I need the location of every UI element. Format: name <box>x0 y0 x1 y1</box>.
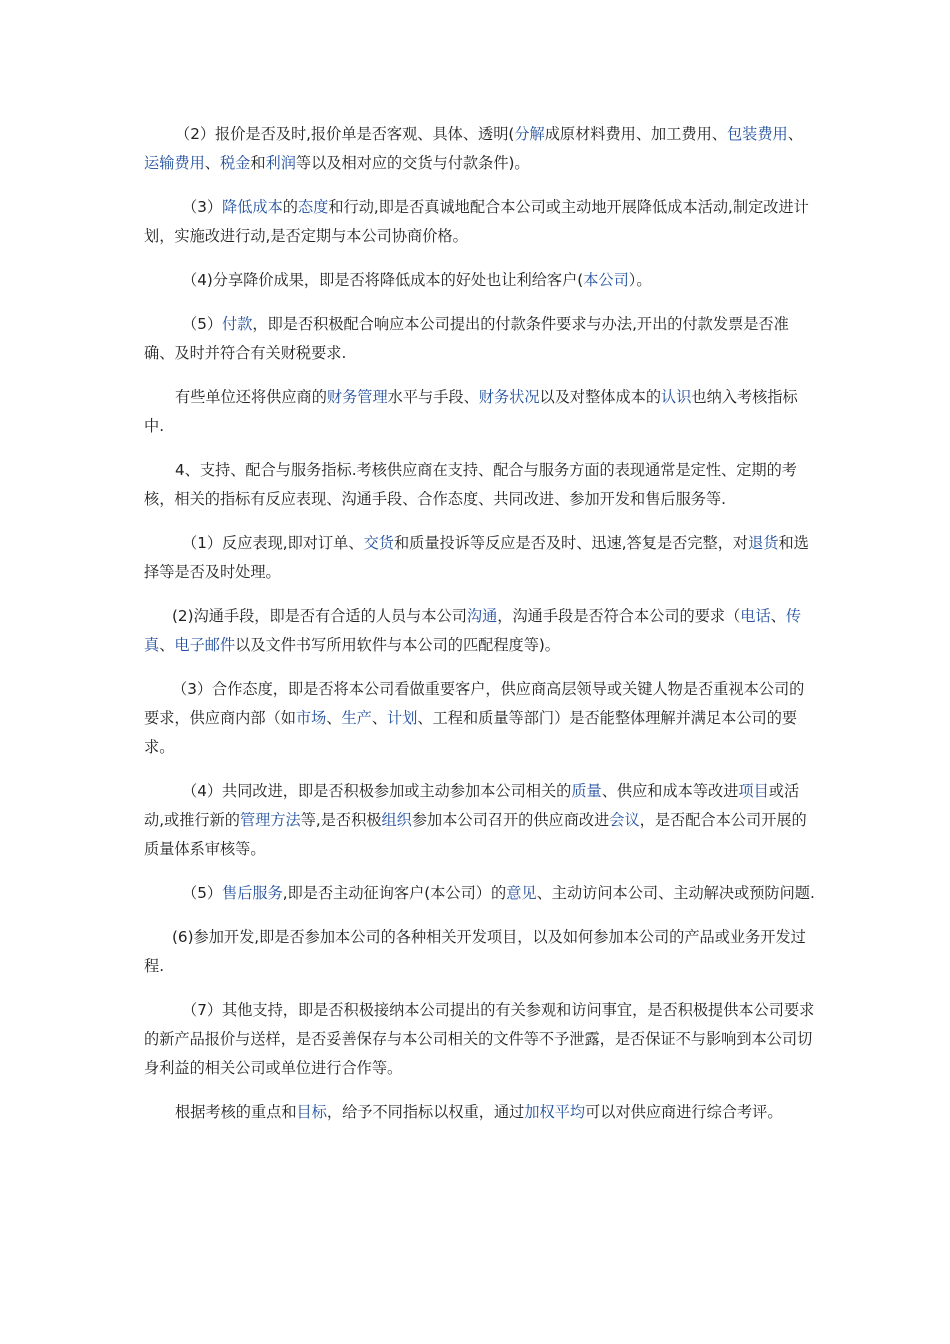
paragraph-text: 根据考核的重点和 <box>175 1103 297 1121</box>
paragraph-cost-reduction <box>144 193 816 251</box>
hyperlink-term[interactable]: 税金 <box>219 154 251 172</box>
paragraph-text: ，沟通手段是否符合本公司的要求（ <box>497 607 741 625</box>
paragraph-text: 、供应和成本等改进 <box>601 782 739 800</box>
paragraph-text: 参加本公司召开的供应商改进 <box>411 811 610 829</box>
paragraph-text: （1）反应表现,即对订单、 <box>182 534 364 552</box>
hyperlink-term[interactable]: 传真 <box>144 607 802 654</box>
paragraph-text: 水平与手段、 <box>387 388 479 406</box>
paragraph-text: 、 <box>770 607 786 625</box>
paragraph-text: 、 <box>371 709 387 727</box>
hyperlink-term[interactable]: 退货 <box>748 534 779 552</box>
hyperlink-term[interactable]: 会议 <box>609 811 640 829</box>
paragraph-text: 和质量投诉等反应是否及时、迅速,答复是否完整，对 <box>393 534 749 552</box>
hyperlink-term[interactable]: 利润 <box>265 154 296 172</box>
paragraph-payment <box>144 310 816 368</box>
paragraph-text: 、 <box>204 154 220 172</box>
paragraph-text: （5） <box>182 884 223 902</box>
hyperlink-term[interactable]: 沟通 <box>466 607 498 625</box>
paragraph-support-indicators <box>144 456 816 514</box>
hyperlink-term[interactable]: 计划 <box>387 709 418 727</box>
paragraph-response <box>144 529 816 587</box>
paragraph-joint-improvement <box>144 777 816 864</box>
paragraph-text: （4)分享降价成果，即是否将降低成本的好处也让利给客户( <box>182 271 584 289</box>
paragraph-text: 和选择等是否及时处理。 <box>144 534 809 581</box>
paragraph-text: 、 <box>159 636 175 654</box>
hyperlink-term[interactable]: 项目 <box>738 782 769 800</box>
hyperlink-term[interactable]: 市场 <box>295 709 327 727</box>
paragraph-text: 等以及相对应的交货与付款条件)。 <box>295 154 530 172</box>
paragraph-text: 、 <box>326 709 342 727</box>
paragraph-quote-timeliness <box>144 120 816 178</box>
document-body <box>144 120 816 1142</box>
hyperlink-term[interactable]: 组织 <box>381 811 412 829</box>
paragraph-text: ，即是否积极配合响应本公司提出的付款条件要求与办法,开出的付款发票是否准确、及时并符合有关财税要求. <box>144 315 789 362</box>
hyperlink-term[interactable]: 态度 <box>297 198 329 216</box>
hyperlink-term[interactable]: 加权平均 <box>524 1103 586 1121</box>
paragraph-text: ，给予不同指标以权重，通过 <box>326 1103 525 1121</box>
paragraph-text: 或活动,或推行新的 <box>144 782 800 829</box>
hyperlink-term[interactable]: 付款 <box>222 315 253 333</box>
hyperlink-term[interactable]: 质量 <box>571 782 602 800</box>
paragraph-text: 也纳入考核指标中. <box>144 388 798 435</box>
hyperlink-term[interactable]: 本公司 <box>583 271 629 289</box>
hyperlink-term[interactable]: 意见 <box>506 884 537 902</box>
paragraph-text: （3） <box>182 198 223 216</box>
paragraph-text: 、工程和质量等部门）是否能整体理解并满足本公司的要求。 <box>144 709 798 756</box>
hyperlink-term[interactable]: 电话 <box>740 607 771 625</box>
paragraph-communication <box>144 602 816 660</box>
hyperlink-term[interactable]: 交货 <box>363 534 394 552</box>
paragraph-text: (6)参加开发,即是否参加本公司的各种相关开发项目，以及如何参加本公司的产品或业务开发过程. <box>144 928 806 975</box>
hyperlink-term[interactable]: 降低成本 <box>222 198 283 216</box>
paragraph-financial-management <box>144 383 816 441</box>
paragraph-text: ,即是否主动征询客户(本公司）的 <box>282 884 507 902</box>
hyperlink-term[interactable]: 运输费用 <box>144 154 205 172</box>
paragraph-text: （4）共同改进，即是否积极参加或主动参加本公司相关的 <box>182 782 572 800</box>
paragraph-text: (2)沟通手段，即是否有合适的人员与本公司 <box>172 607 467 625</box>
hyperlink-term[interactable]: 目标 <box>296 1103 327 1121</box>
paragraph-text: ）。 <box>628 271 652 289</box>
paragraph-text: （2）报价是否及时,报价单是否客观、具体、透明( <box>175 125 515 143</box>
paragraph-text: （3）合作态度，即是否将本公司看做重要客户，供应商高层领导或关键人物是否重视本公司的要求，供应商内部（如 <box>144 680 805 727</box>
paragraph-cooperation <box>144 675 816 762</box>
paragraph-text: 和行动,即是否真诚地配合本公司或主动地开展降低成本活动,制定改进计划，实施改进行动,是否定期与本公司协商价格。 <box>144 198 809 245</box>
paragraph-text: ，是否配合本公司开展的质量体系审核等。 <box>144 811 807 858</box>
hyperlink-term[interactable]: 财务状况 <box>478 388 540 406</box>
paragraph-text: 的 <box>282 198 298 216</box>
paragraph-text: 成原材料费用、加工费用、 <box>544 125 727 143</box>
paragraph-text: 以及对整体成本的 <box>539 388 661 406</box>
paragraph-text: 4、支持、配合与服务指标.考核供应商在支持、配合与服务方面的表现通常是定性、定期的考核，相关的指标有反应表现、沟通手段、合作态度、共同改进、参加开发和售后服务等. <box>144 461 797 508</box>
paragraph-text: 、主动访问本公司、主动解决或预防问题. <box>536 884 815 902</box>
paragraph-other-support <box>144 996 816 1083</box>
hyperlink-term[interactable]: 生产 <box>341 709 372 727</box>
hyperlink-term[interactable]: 认识 <box>661 388 692 406</box>
paragraph-development <box>144 923 816 981</box>
hyperlink-term[interactable]: 管理方法 <box>239 811 301 829</box>
paragraph-text: （7）其他支持，即是否积极接纳本公司提出的有关参观和访问事宜，是否积极提供本公司要求的新产品报价与送样，是否妥善保存与本公司相关的文件等不予泄露，是否保证不与影响到本公司切身利益的相关公司或单位进行合作等。 <box>144 1001 815 1077</box>
paragraph-text: 可以对供应商进行综合考评。 <box>585 1103 783 1121</box>
paragraph-text: 以及文件书写所用软件与本公司的匹配程度等)。 <box>235 636 560 654</box>
hyperlink-term[interactable]: 售后服务 <box>222 884 283 902</box>
paragraph-text: 和 <box>250 154 266 172</box>
hyperlink-term[interactable]: 分解 <box>514 125 545 143</box>
hyperlink-term[interactable]: 包装费用 <box>726 125 788 143</box>
paragraph-text: 等,是否积极 <box>300 811 382 829</box>
hyperlink-term[interactable]: 财务管理 <box>326 388 388 406</box>
hyperlink-term[interactable]: 电子邮件 <box>174 636 236 654</box>
paragraph-weighted-evaluation <box>144 1098 816 1127</box>
paragraph-text: 有些单位还将供应商的 <box>175 388 327 406</box>
paragraph-text: 、 <box>787 125 803 143</box>
paragraph-text: （5） <box>182 315 223 333</box>
paragraph-after-sales <box>144 879 816 908</box>
paragraph-share-savings <box>144 266 816 295</box>
